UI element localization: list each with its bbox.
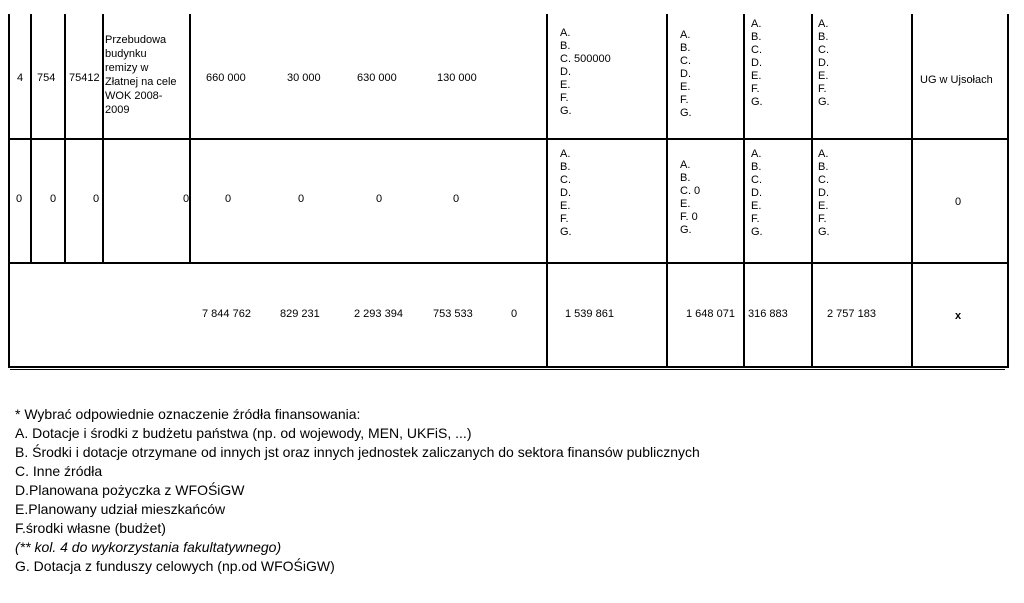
row2-total: 0 xyxy=(225,193,232,205)
footnote-d: D.Planowana pożyczka z WFOŚiGW xyxy=(15,482,245,498)
row1-total: 660 000 xyxy=(206,72,246,84)
total-9: 2 757 183 xyxy=(827,308,876,320)
total-1: 7 844 762 xyxy=(202,308,251,320)
row-divider-1 xyxy=(8,138,1007,140)
row2-sources-4: A. B. C. D. E. F. G. xyxy=(818,148,830,238)
row2-description: 0 xyxy=(183,193,190,205)
row2-sources-2: A. B. C. 0 E. F. 0 G. xyxy=(680,159,701,236)
footnote-b: B. Środki i dotacje otrzymane od innych jst oraz innych jednostek zaliczanych do sektora finansów publicznych xyxy=(15,444,700,460)
total-7: 1 648 071 xyxy=(686,308,735,320)
col-divider xyxy=(102,14,104,262)
footnote-e: E.Planowany udział mieszkańców xyxy=(15,501,226,517)
row1-col-c: 130 000 xyxy=(437,72,477,84)
total-6: 1 539 861 xyxy=(565,308,614,320)
col-divider xyxy=(64,14,66,262)
row2-col-b: 0 xyxy=(376,193,383,205)
row1-dzial: 754 xyxy=(37,72,56,84)
col-divider xyxy=(30,14,32,262)
footnote-a: A. Dotacje i środki z budżetu państwa (np. od wojewody, MEN, UKFiS, ...) xyxy=(15,425,472,441)
footnote-f: F.środki własne (budżet) xyxy=(15,520,166,536)
row-divider-2 xyxy=(8,262,1007,264)
row1-col-a: 30 000 xyxy=(287,72,321,84)
footnote-col4: (** kol. 4 do wykorzystania fakultatywnego) xyxy=(15,539,282,555)
row1-sources-1: A. B. C. 500000 D. E. F. G. xyxy=(560,27,611,117)
row1-col-b: 630 000 xyxy=(357,72,397,84)
row2-dzial: 0 xyxy=(50,193,57,205)
row2-unit: 0 xyxy=(955,196,962,208)
row1-lp: 4 xyxy=(17,72,24,84)
col-divider xyxy=(811,14,813,366)
row1-sources-4: A. B. C. D. E. F. G. xyxy=(818,18,830,108)
total-2: 829 231 xyxy=(280,308,320,320)
row1-description: Przebudowa budynku remizy w Złatnej na cele WOK 2008- 2009 xyxy=(105,34,177,116)
row1-unit: UG w Ujsołach xyxy=(920,74,993,86)
col-divider xyxy=(546,14,548,366)
row2-rozdzial: 0 xyxy=(93,193,100,205)
row2-sources-3: A. B. C. D. E. F. G. xyxy=(751,148,763,238)
row1-sources-3: A. B. C. D. E. F. G. xyxy=(751,18,763,108)
total-4: 753 533 xyxy=(433,308,473,320)
total-10: x xyxy=(955,310,962,322)
col-divider xyxy=(666,14,668,366)
row1-sources-2: A. B. C. D. E. F. G. xyxy=(680,29,692,119)
row2-col-a: 0 xyxy=(298,193,305,205)
row2-sources-1: A. B. C. D. E. F. G. xyxy=(560,148,572,238)
total-5: 0 xyxy=(511,308,518,320)
footnotes xyxy=(15,405,700,576)
row2-col-c: 0 xyxy=(453,193,460,205)
col-divider xyxy=(743,14,745,366)
total-8: 316 883 xyxy=(748,308,788,320)
total-3: 2 293 394 xyxy=(354,308,403,320)
footnote-g: G. Dotacja z funduszy celowych (np.od WFOŚiGW) xyxy=(15,558,335,574)
row1-rozdzial: 75412 xyxy=(69,72,100,84)
table-bottom-rule xyxy=(10,369,1005,370)
col-divider xyxy=(189,14,191,262)
footnote-c: C. Inne źródła xyxy=(15,463,103,479)
footnote-intro: * Wybrać odpowiednie oznaczenie źródła finansowania: xyxy=(15,406,361,422)
col-divider xyxy=(911,14,913,366)
row2-lp: 0 xyxy=(16,193,23,205)
